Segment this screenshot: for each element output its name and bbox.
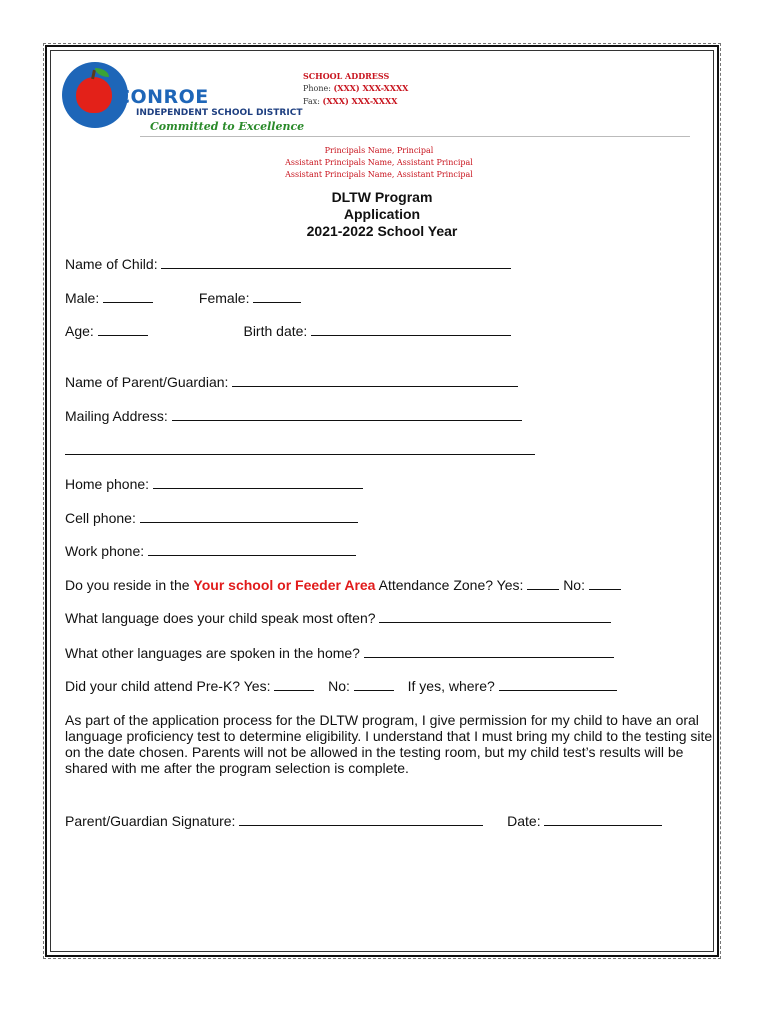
mailing-address-field-2[interactable] bbox=[65, 442, 535, 455]
form-title bbox=[230, 189, 534, 240]
prek-no-label: No: bbox=[328, 678, 350, 694]
form-title-line: Application bbox=[343, 206, 421, 222]
residence-no-field[interactable] bbox=[589, 577, 621, 590]
child-name-row bbox=[65, 256, 511, 272]
birth-date-label: Birth date: bbox=[243, 323, 308, 339]
assistant-principal-name: Assistant Principals Name, Assistant Principal bbox=[285, 170, 473, 179]
logo-tagline: Committed to Excellence bbox=[150, 120, 305, 133]
work-phone-row bbox=[65, 543, 356, 559]
permission-paragraph: As part of the application process for the DLTW program, I give permission for my child to have an oral language proficiency test to determine eligibility. I understand that I must bring my child to the testing site on the date chosen. Parents will not be allowed in the testing room, but my child test’s results will be shared with me after the program selection is complete. bbox=[65, 712, 713, 776]
signature-row bbox=[65, 813, 662, 829]
home-phone-label: Home phone: bbox=[65, 476, 150, 492]
language-often-row bbox=[65, 610, 611, 626]
prek-no-field[interactable] bbox=[354, 678, 394, 691]
parent-name-label: Name of Parent/Guardian: bbox=[65, 374, 229, 390]
fax-value: (XXX) XXX-XXXX bbox=[322, 96, 398, 106]
cell-phone-label: Cell phone: bbox=[65, 510, 136, 526]
female-field[interactable] bbox=[253, 290, 301, 303]
birth-date-field[interactable] bbox=[311, 323, 511, 336]
male-label: Male: bbox=[65, 290, 100, 306]
form-title-line: 2021-2022 School Year bbox=[306, 223, 458, 239]
residence-no-label: No: bbox=[563, 577, 585, 593]
age-row bbox=[65, 323, 511, 339]
cell-phone-field[interactable] bbox=[140, 510, 358, 523]
residence-yes-field[interactable] bbox=[527, 577, 559, 590]
signature-label: Parent/Guardian Signature: bbox=[65, 813, 236, 829]
residence-yes-label: Attendance Zone? Yes: bbox=[378, 577, 524, 593]
form-title-line: DLTW Program bbox=[331, 189, 433, 205]
prek-row bbox=[65, 678, 617, 694]
phone-line bbox=[303, 82, 408, 95]
age-label: Age: bbox=[65, 323, 94, 339]
fax-label: Fax: bbox=[303, 97, 320, 106]
prek-label: Did your child attend Pre-K? Yes: bbox=[65, 678, 271, 694]
other-languages-label: What other languages are spoken in the home? bbox=[65, 645, 360, 661]
date-field[interactable] bbox=[544, 813, 662, 826]
work-phone-field[interactable] bbox=[148, 543, 356, 556]
child-name-field[interactable] bbox=[161, 256, 511, 269]
parent-name-field[interactable] bbox=[232, 374, 518, 387]
logo-subtitle: INDEPENDENT SCHOOL DISTRICT bbox=[136, 108, 303, 118]
mailing-address-label: Mailing Address: bbox=[65, 408, 168, 424]
residence-label: Do you reside in the bbox=[65, 577, 190, 593]
feeder-area-highlight: Your school or Feeder Area bbox=[193, 577, 376, 593]
other-languages-row bbox=[65, 645, 614, 661]
language-often-field[interactable] bbox=[379, 610, 611, 623]
prek-where-field[interactable] bbox=[499, 678, 617, 691]
date-label: Date: bbox=[507, 813, 541, 829]
female-label: Female: bbox=[198, 290, 250, 306]
age-field[interactable] bbox=[98, 323, 148, 336]
other-languages-field[interactable] bbox=[364, 645, 614, 658]
language-often-label: What language does your child speak most often? bbox=[65, 610, 376, 626]
work-phone-label: Work phone: bbox=[65, 543, 145, 559]
child-name-label: Name of Child: bbox=[65, 256, 158, 272]
school-address-title: SCHOOL ADDRESS bbox=[303, 71, 390, 81]
gender-row bbox=[65, 290, 301, 306]
district-logo bbox=[62, 62, 305, 133]
header-divider bbox=[140, 136, 690, 137]
parent-name-row bbox=[65, 374, 518, 390]
fax-line bbox=[303, 95, 408, 108]
phone-label: Phone: bbox=[303, 84, 331, 93]
signature-field[interactable] bbox=[239, 813, 483, 826]
phone-value: (XXX) XXX-XXXX bbox=[333, 83, 409, 93]
principals-block bbox=[250, 145, 508, 181]
apple-icon bbox=[76, 77, 112, 113]
home-phone-row bbox=[65, 476, 363, 492]
prek-where-label: If yes, where? bbox=[407, 678, 495, 694]
principal-name: Principals Name, Principal bbox=[324, 146, 434, 155]
home-phone-field[interactable] bbox=[153, 476, 363, 489]
mailing-address-row-2 bbox=[65, 442, 535, 458]
mailing-address-field[interactable] bbox=[172, 408, 522, 421]
residence-row bbox=[65, 577, 621, 593]
prek-yes-field[interactable] bbox=[274, 678, 314, 691]
school-address-block bbox=[303, 70, 408, 108]
logo-name: CONROE bbox=[116, 86, 209, 108]
assistant-principal-name: Assistant Principals Name, Assistant Principal bbox=[285, 158, 473, 167]
cell-phone-row bbox=[65, 510, 358, 526]
male-field[interactable] bbox=[103, 290, 153, 303]
mailing-address-row bbox=[65, 408, 522, 424]
